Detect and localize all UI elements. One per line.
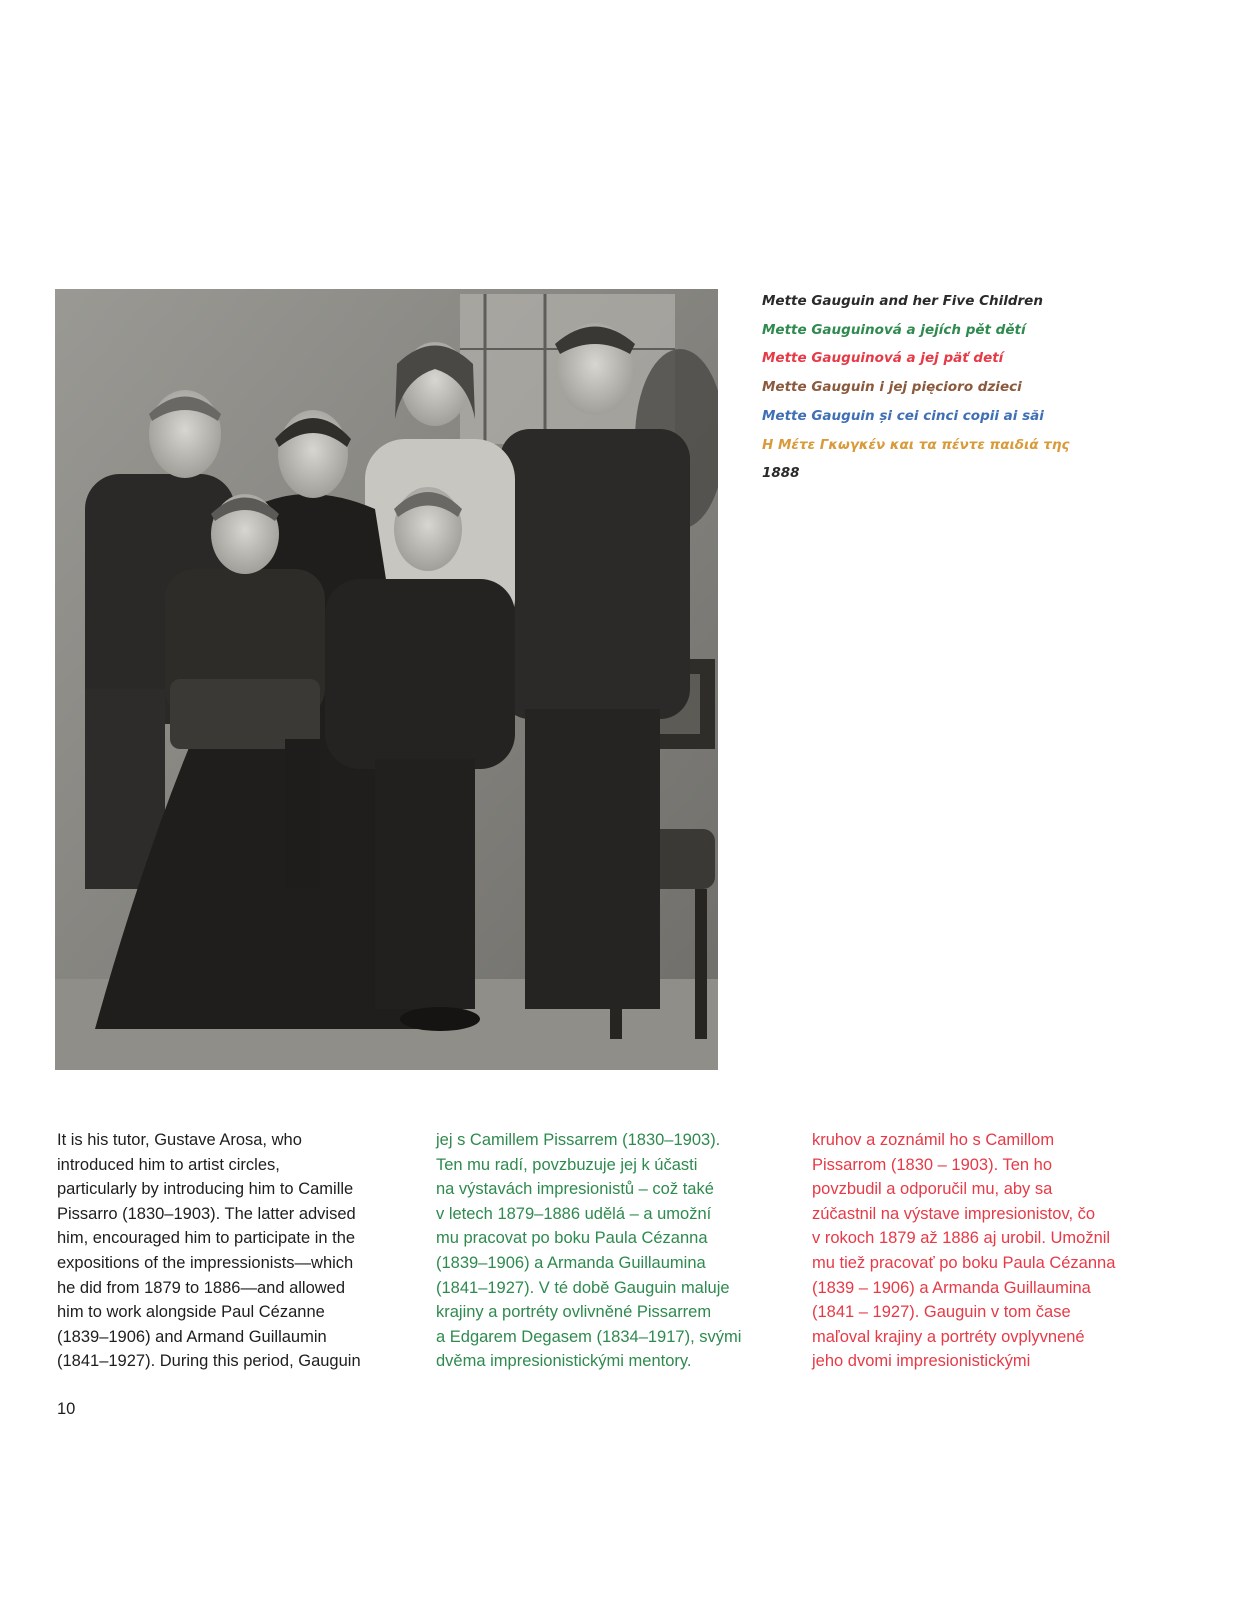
body-text-czech: jej s Camillem Pissarrem (1830–1903). Ten mu radí, povzbuzuje jej k účasti na výstavách impresionistů – což také v letech 1879–1886 udělá – a umožní mu pracovat po boku Paula Cézanna (1839–1906) a Armanda Guillaumina (1841–1927). V té době Gauguin maluje krajiny a portréty ovlivněné Pissarrem a Edgarem Degasem (1834–1917), svými dvěma impresionistickými mentory. bbox=[436, 1131, 742, 1371]
caption-title-cs: Mette Gauguinová a jejích pět dětí bbox=[762, 321, 1026, 338]
body-text-english: It is his tutor, Gustave Arosa, who introduced him to artist circles, particularly by introducing him to Camille Pissarro (1830–1903). The latter advised him, encouraged him to participate in the expositions of the impressionists—which he did from 1879 to 1886—and allowed him to work alongside Paul Cézanne (1839–1906) and Armand Guillaumin (1841–1927). During this period, Gauguin bbox=[57, 1131, 361, 1371]
photo-caption bbox=[762, 287, 1232, 488]
caption-title-el: Η Μέτε Γκωγκέν και τα πέντε παιδιά της bbox=[762, 436, 1070, 453]
page-number: 10 bbox=[57, 1400, 76, 1418]
caption-title-pl: Mette Gauguin i jej pięcioro dzieci bbox=[762, 379, 1022, 396]
caption-title-en: Mette Gauguin and her Five Children bbox=[762, 293, 1043, 309]
body-text-slovak: kruhov a zoznámil ho s Camillom Pissarrom (1830 – 1903). Ten ho povzbudil a odporučil mu, aby sa zúčastnil na výstave impresionistov, čo v rokoch 1879 až 1886 aj urobil. Umožnil mu tiež pracovať po boku Paula Cézanna (1839 – 1906) a Armanda Guillaumina (1841 – 1927). Gauguin v tom čase maľoval krajiny a portréty ovplyvnené jeho dvomi impresionistickými bbox=[812, 1131, 1116, 1371]
caption-title-ro: Mette Gauguin și cei cinci copii ai săi bbox=[762, 407, 1044, 424]
caption-year: 1888 bbox=[762, 465, 800, 482]
family-photograph bbox=[55, 289, 718, 1070]
caption-title-sk: Mette Gauguinová a jej päť detí bbox=[762, 350, 1004, 367]
